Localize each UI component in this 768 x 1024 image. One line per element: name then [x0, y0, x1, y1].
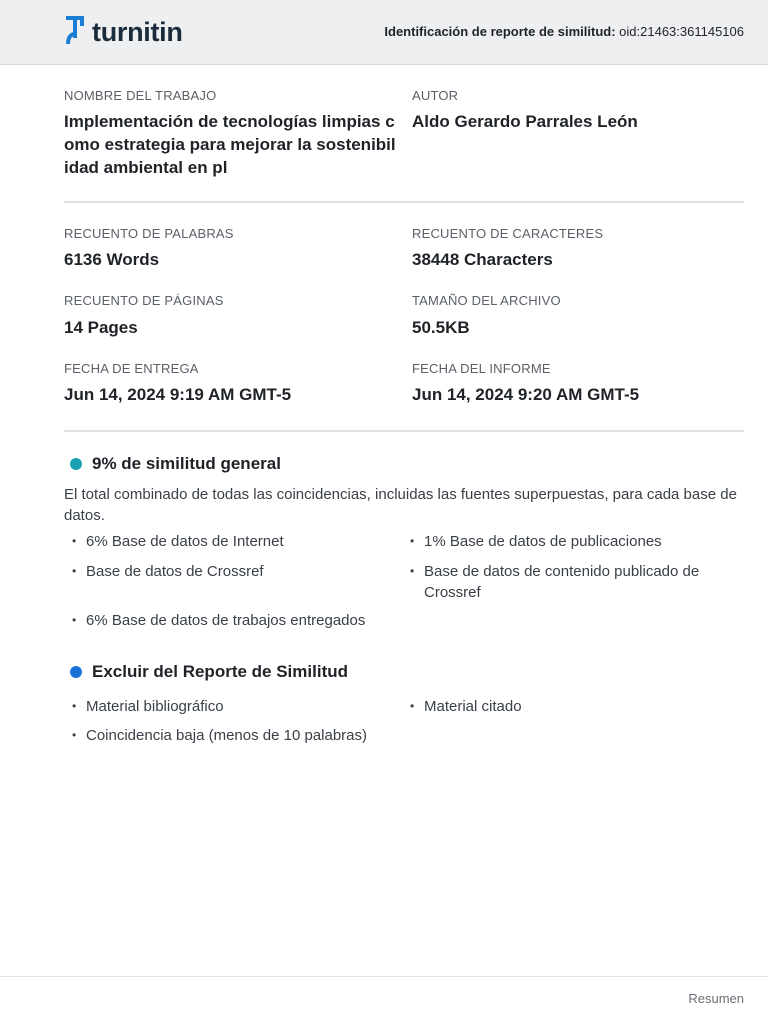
bullet-icon: • — [410, 564, 415, 578]
list-item-text: Base de datos de Crossref — [86, 563, 264, 580]
bullet-icon: • — [72, 728, 77, 742]
footer-divider — [0, 976, 768, 977]
divider — [64, 430, 744, 432]
exclusions-dot-icon — [70, 666, 82, 678]
size-label: TAMAÑO DEL ARCHIVO — [412, 293, 561, 308]
title-label: NOMBRE DEL TRABAJO — [64, 88, 217, 103]
size-value: 50.5KB — [412, 318, 470, 337]
bullet-icon: • — [410, 699, 415, 713]
list-item — [402, 561, 742, 603]
report-id-label: Identificación de reporte de similitud: — [384, 24, 616, 39]
turnitin-logo-icon — [64, 14, 86, 50]
similarity-title: 9% de similitud general — [92, 454, 281, 473]
words-label: RECUENTO DE PALABRAS — [64, 226, 234, 241]
report-id-value: oid:21463:361145106 — [619, 24, 744, 39]
similarity-description: El total combinado de todas las coincidencias, incluidas las fuentes superpuestas, para cada base de datos. — [64, 486, 737, 524]
list-item — [402, 696, 522, 717]
list-item-text: 1% Base de datos de publicaciones — [424, 533, 662, 550]
list-item — [64, 725, 367, 746]
report-date-label: FECHA DEL INFORME — [412, 361, 551, 376]
list-item-text: Material citado — [424, 698, 522, 715]
bullet-icon: • — [72, 564, 77, 578]
exclusions-heading — [70, 662, 348, 682]
submission-title-line-3: idad ambiental en pl — [64, 158, 228, 177]
list-item-text: 6% Base de datos de Internet — [86, 533, 284, 550]
author-label: AUTOR — [412, 88, 459, 103]
turnitin-logo — [64, 14, 183, 50]
report-id — [384, 24, 744, 39]
pages-label: RECUENTO DE PÁGINAS — [64, 293, 224, 308]
similarity-dot-icon — [70, 458, 82, 470]
author-value: Aldo Gerardo Parrales León — [412, 112, 638, 131]
divider — [64, 201, 744, 203]
pages-value: 14 Pages — [64, 318, 138, 337]
logo-text: turnitin — [92, 17, 183, 47]
words-value: 6136 Words — [64, 250, 160, 269]
exclusions-title: Excluir del Reporte de Similitud — [92, 662, 348, 681]
list-item — [64, 696, 224, 717]
bullet-icon: • — [72, 613, 77, 627]
report-header — [0, 0, 768, 65]
chars-label: RECUENTO DE CARACTERES — [412, 226, 604, 241]
list-item-text: Material bibliográfico — [86, 698, 224, 715]
bullet-icon: • — [410, 534, 415, 548]
list-item-text: 6% Base de datos de trabajos entregados — [86, 612, 366, 629]
list-item — [64, 610, 365, 631]
submission-title-line-2: omo estrategia para mejorar la sostenibil — [64, 135, 396, 154]
chars-value: 38448 Characters — [412, 250, 553, 269]
submitted-label: FECHA DE ENTREGA — [64, 361, 199, 376]
list-item-text: Base de datos de contenido publicado de Crossref — [424, 563, 700, 601]
footer-label: Resumen — [688, 991, 744, 1006]
list-item — [402, 531, 662, 552]
submission-title-line-1: Implementación de tecnologías limpias c — [64, 112, 395, 131]
bullet-icon: • — [72, 699, 77, 713]
submitted-value: Jun 14, 2024 9:19 AM GMT-5 — [64, 385, 292, 404]
list-item — [64, 531, 284, 552]
list-item-text: Coincidencia baja (menos de 10 palabras) — [86, 727, 368, 744]
report-date-value: Jun 14, 2024 9:20 AM GMT-5 — [412, 385, 640, 404]
list-item — [64, 561, 264, 582]
submission-title — [64, 110, 404, 179]
similarity-heading — [70, 454, 281, 474]
bullet-icon: • — [72, 534, 77, 548]
